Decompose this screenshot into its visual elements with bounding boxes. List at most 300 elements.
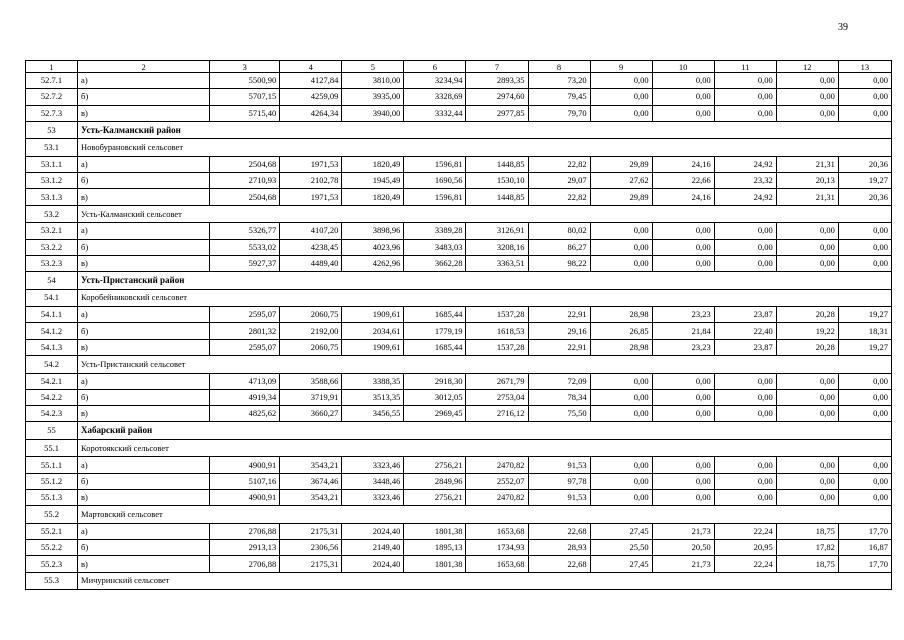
value-cell: 2175,31 [280,556,342,572]
value-cell: 1448,85 [466,189,528,205]
value-cell: 24,16 [652,156,714,172]
value-cell: 3543,21 [280,490,342,506]
value-cell: 1779,19 [404,323,466,339]
value-cell: 19,27 [838,307,891,323]
value-cell: 1685,44 [404,339,466,355]
value-cell: 1596,81 [404,189,466,205]
table-row [26,556,892,572]
value-cell: 22,82 [528,189,590,205]
row-option-label: б) [78,540,210,556]
value-cell: 1653,68 [466,523,528,539]
value-cell: 21,31 [776,156,838,172]
value-cell: 1820,49 [342,189,404,205]
column-number: 11 [714,61,776,73]
row-code: 55.1.3 [26,490,78,506]
value-cell: 2969,45 [404,406,466,422]
value-cell: 2060,75 [280,339,342,355]
value-cell: 3126,91 [466,223,528,239]
council-row [26,506,892,524]
value-cell: 79,70 [528,105,590,121]
value-cell: 22,82 [528,156,590,172]
table-row [26,323,892,339]
row-option-label: в) [78,189,210,205]
value-cell: 2175,31 [280,523,342,539]
value-cell: 3323,46 [342,490,404,506]
value-cell: 0,00 [652,89,714,105]
value-cell: 98,22 [528,255,590,271]
value-cell: 2306,56 [280,540,342,556]
value-cell: 4264,34 [280,105,342,121]
value-cell: 1895,13 [404,540,466,556]
value-cell: 73,20 [528,73,590,89]
value-cell: 1653,68 [466,556,528,572]
column-number: 5 [342,61,404,73]
value-cell: 0,00 [838,490,891,506]
value-cell: 2595,07 [210,307,280,323]
council-row [26,139,892,157]
value-cell: 72,09 [528,373,590,389]
value-cell: 0,00 [838,389,891,405]
table-row [26,523,892,539]
council-row [26,289,892,307]
row-option-label: а) [78,457,210,473]
value-cell: 29,89 [590,156,652,172]
row-option-label: а) [78,307,210,323]
value-cell: 25,50 [590,540,652,556]
value-cell: 86,27 [528,239,590,255]
value-cell: 24,92 [714,189,776,205]
value-cell: 3662,28 [404,255,466,271]
value-cell: 0,00 [652,73,714,89]
value-cell: 0,00 [838,406,891,422]
value-cell: 3388,35 [342,373,404,389]
value-cell: 0,00 [776,255,838,271]
row-code: 55.1.1 [26,457,78,473]
value-cell: 0,00 [590,223,652,239]
value-cell: 2671,79 [466,373,528,389]
value-cell: 3208,16 [466,239,528,255]
row-code: 54.1 [26,289,78,307]
table-row [26,223,892,239]
value-cell: 2470,82 [466,490,528,506]
value-cell: 1971,53 [280,156,342,172]
row-code: 52.7.2 [26,89,78,105]
value-cell: 3660,27 [280,406,342,422]
value-cell: 5533,02 [210,239,280,255]
row-code: 54.1.2 [26,323,78,339]
value-cell: 4107,20 [280,223,342,239]
value-cell: 22,40 [714,323,776,339]
council-name: Усть-Пристанский сельсовет [78,356,892,374]
value-cell: 3588,66 [280,373,342,389]
district-row [26,272,892,290]
value-cell: 2149,40 [342,540,404,556]
value-cell: 3328,69 [404,89,466,105]
value-cell: 21,84 [652,323,714,339]
value-cell: 0,00 [714,223,776,239]
value-cell: 0,00 [590,105,652,121]
value-cell: 22,91 [528,307,590,323]
value-cell: 3448,46 [342,473,404,489]
value-cell: 91,53 [528,490,590,506]
table-row [26,156,892,172]
table-body [26,73,892,590]
council-row [26,439,892,457]
value-cell: 5715,40 [210,105,280,121]
value-cell: 3719,91 [280,389,342,405]
table-row [26,339,892,355]
value-cell: 4489,40 [280,255,342,271]
value-cell: 0,00 [590,73,652,89]
value-cell: 27,45 [590,523,652,539]
column-number: 9 [590,61,652,73]
value-cell: 1685,44 [404,307,466,323]
value-cell: 0,00 [776,389,838,405]
value-cell: 29,16 [528,323,590,339]
row-code: 53 [26,121,78,139]
value-cell: 78,34 [528,389,590,405]
value-cell: 0,00 [838,105,891,121]
row-option-label: а) [78,223,210,239]
row-code: 55.1.2 [26,473,78,489]
value-cell: 0,00 [590,457,652,473]
value-cell: 4919,34 [210,389,280,405]
value-cell: 17,70 [838,523,891,539]
value-cell: 20,13 [776,173,838,189]
value-cell: 4900,91 [210,490,280,506]
value-cell: 0,00 [838,255,891,271]
value-cell: 0,00 [838,73,891,89]
value-cell: 0,00 [652,239,714,255]
value-cell: 18,31 [838,323,891,339]
district-row [26,422,892,440]
value-cell: 2034,61 [342,323,404,339]
value-cell: 3323,46 [342,457,404,473]
column-number: 4 [280,61,342,73]
value-cell: 2716,12 [466,406,528,422]
value-cell: 2552,07 [466,473,528,489]
value-cell: 18,75 [776,556,838,572]
value-cell: 20,28 [776,307,838,323]
row-code: 53.2.2 [26,239,78,255]
value-cell: 1909,61 [342,339,404,355]
value-cell: 2504,68 [210,156,280,172]
value-cell: 0,00 [652,389,714,405]
district-name: Усть-Калманский район [78,121,892,139]
value-cell: 28,98 [590,307,652,323]
value-cell: 4900,91 [210,457,280,473]
table-row [26,540,892,556]
value-cell: 3513,35 [342,389,404,405]
value-cell: 28,93 [528,540,590,556]
value-cell: 2913,13 [210,540,280,556]
value-cell: 2504,68 [210,189,280,205]
council-row [26,572,892,590]
row-code: 53.2.1 [26,223,78,239]
row-option-label: б) [78,389,210,405]
value-cell: 1530,10 [466,173,528,189]
value-cell: 28,98 [590,339,652,355]
value-cell: 18,75 [776,523,838,539]
value-cell: 2706,88 [210,556,280,572]
value-cell: 0,00 [838,89,891,105]
value-cell: 3935,00 [342,89,404,105]
value-cell: 0,00 [776,89,838,105]
value-cell: 2849,96 [404,473,466,489]
value-cell: 4259,09 [280,89,342,105]
column-number: 1 [26,61,78,73]
row-code: 55.2.2 [26,540,78,556]
council-row [26,205,892,223]
value-cell: 22,66 [652,173,714,189]
value-cell: 0,00 [714,89,776,105]
value-cell: 20,95 [714,540,776,556]
value-cell: 4262,96 [342,255,404,271]
value-cell: 29,89 [590,189,652,205]
value-cell: 0,00 [838,457,891,473]
value-cell: 0,00 [590,490,652,506]
value-cell: 21,73 [652,556,714,572]
value-cell: 80,02 [528,223,590,239]
value-cell: 2974,60 [466,89,528,105]
row-option-label: б) [78,173,210,189]
value-cell: 0,00 [714,457,776,473]
value-cell: 0,00 [590,89,652,105]
row-code: 55.3 [26,572,78,590]
value-cell: 1596,81 [404,156,466,172]
value-cell: 2024,40 [342,523,404,539]
value-cell: 0,00 [652,457,714,473]
value-cell: 0,00 [714,389,776,405]
value-cell: 1690,56 [404,173,466,189]
council-name: Коробейниковский сельсовет [78,289,892,307]
council-name: Новобурановский сельсовет [78,139,892,157]
value-cell: 3543,21 [280,457,342,473]
value-cell: 0,00 [590,406,652,422]
district-name: Усть-Пристанский район [78,272,892,290]
row-option-label: в) [78,105,210,121]
column-number: 2 [78,61,210,73]
table-row [26,173,892,189]
value-cell: 16,87 [838,540,891,556]
value-cell: 0,00 [652,406,714,422]
table-row [26,255,892,271]
value-cell: 23,23 [652,339,714,355]
value-cell: 5707,15 [210,89,280,105]
value-cell: 2102,78 [280,173,342,189]
row-code: 53.1.2 [26,173,78,189]
row-option-label: в) [78,406,210,422]
value-cell: 1971,53 [280,189,342,205]
value-cell: 17,82 [776,540,838,556]
value-cell: 0,00 [776,239,838,255]
value-cell: 1537,28 [466,339,528,355]
value-cell: 4127,84 [280,73,342,89]
value-cell: 3940,00 [342,105,404,121]
value-cell: 19,27 [838,173,891,189]
row-option-label: а) [78,156,210,172]
value-cell: 3898,96 [342,223,404,239]
value-cell: 3483,03 [404,239,466,255]
value-cell: 0,00 [590,239,652,255]
row-option-label: б) [78,89,210,105]
table-row [26,473,892,489]
value-cell: 2060,75 [280,307,342,323]
council-name: Коротоякский сельсовет [78,439,892,457]
row-code: 53.1.3 [26,189,78,205]
value-cell: 0,00 [652,473,714,489]
value-cell: 22,68 [528,556,590,572]
table-row [26,373,892,389]
value-cell: 0,00 [714,490,776,506]
value-cell: 0,00 [776,73,838,89]
value-cell: 22,68 [528,523,590,539]
value-cell: 2470,82 [466,457,528,473]
value-cell: 3389,28 [404,223,466,239]
value-cell: 0,00 [652,490,714,506]
row-code: 54.2 [26,356,78,374]
value-cell: 19,22 [776,323,838,339]
value-cell: 5107,16 [210,473,280,489]
table-row [26,239,892,255]
value-cell: 0,00 [838,223,891,239]
value-cell: 0,00 [776,223,838,239]
column-number: 13 [838,61,891,73]
row-option-label: в) [78,255,210,271]
value-cell: 22,24 [714,556,776,572]
value-cell: 0,00 [714,373,776,389]
row-code: 53.2 [26,205,78,223]
district-name: Хабарский район [78,422,892,440]
value-cell: 0,00 [714,473,776,489]
table-row [26,406,892,422]
value-cell: 0,00 [714,255,776,271]
value-cell: 0,00 [652,373,714,389]
column-number: 10 [652,61,714,73]
value-cell: 26,85 [590,323,652,339]
value-cell: 2706,88 [210,523,280,539]
table-row [26,389,892,405]
value-cell: 21,73 [652,523,714,539]
value-cell: 0,00 [838,239,891,255]
value-cell: 4238,45 [280,239,342,255]
value-cell: 2893,35 [466,73,528,89]
table-row [26,457,892,473]
value-cell: 3456,55 [342,406,404,422]
value-cell: 97,78 [528,473,590,489]
value-cell: 22,24 [714,523,776,539]
value-cell: 3674,46 [280,473,342,489]
value-cell: 4825,62 [210,406,280,422]
council-name: Мичуринский сельсовет [78,572,892,590]
council-row [26,356,892,374]
value-cell: 75,50 [528,406,590,422]
value-cell: 0,00 [776,473,838,489]
row-code: 52.7.1 [26,73,78,89]
district-row [26,121,892,139]
value-cell: 23,32 [714,173,776,189]
row-option-label: б) [78,323,210,339]
value-cell: 4023,96 [342,239,404,255]
table-row [26,105,892,121]
value-cell: 5927,37 [210,255,280,271]
value-cell: 91,53 [528,457,590,473]
row-option-label: в) [78,339,210,355]
row-option-label: а) [78,523,210,539]
value-cell: 2918,30 [404,373,466,389]
page-number: 39 [838,22,848,33]
value-cell: 1945,49 [342,173,404,189]
value-cell: 3012,05 [404,389,466,405]
row-code: 54.1.3 [26,339,78,355]
value-cell: 17,70 [838,556,891,572]
value-cell: 24,16 [652,189,714,205]
value-cell: 2710,93 [210,173,280,189]
column-number: 7 [466,61,528,73]
table-row [26,89,892,105]
value-cell: 3332,44 [404,105,466,121]
table-row [26,73,892,89]
row-code: 53.1.1 [26,156,78,172]
value-cell: 27,45 [590,556,652,572]
row-code: 54 [26,272,78,290]
row-code: 53.2.3 [26,255,78,271]
value-cell: 20,36 [838,189,891,205]
value-cell: 29,07 [528,173,590,189]
value-cell: 20,36 [838,156,891,172]
value-cell: 2801,32 [210,323,280,339]
value-cell: 5500,90 [210,73,280,89]
value-cell: 20,28 [776,339,838,355]
value-cell: 0,00 [714,239,776,255]
value-cell: 4713,09 [210,373,280,389]
value-cell: 0,00 [776,490,838,506]
value-cell: 27,62 [590,173,652,189]
value-cell: 1801,38 [404,523,466,539]
table-row [26,189,892,205]
row-code: 55.2 [26,506,78,524]
value-cell: 2192,00 [280,323,342,339]
council-name: Усть-Калманский сельсовет [78,205,892,223]
table-row [26,490,892,506]
value-cell: 22,91 [528,339,590,355]
row-code: 55.2.1 [26,523,78,539]
value-cell: 24,92 [714,156,776,172]
row-code: 55.2.3 [26,556,78,572]
value-cell: 0,00 [714,406,776,422]
row-code: 54.2.3 [26,406,78,422]
value-cell: 2595,07 [210,339,280,355]
value-cell: 20,50 [652,540,714,556]
value-cell: 0,00 [652,223,714,239]
value-cell: 23,87 [714,339,776,355]
value-cell: 0,00 [776,105,838,121]
council-name: Мартовский сельсовет [78,506,892,524]
row-code: 52.7.3 [26,105,78,121]
value-cell: 0,00 [776,457,838,473]
value-cell: 0,00 [776,406,838,422]
value-cell: 3363,51 [466,255,528,271]
value-cell: 0,00 [590,389,652,405]
value-cell: 0,00 [652,255,714,271]
row-code: 53.1 [26,139,78,157]
row-option-label: б) [78,473,210,489]
row-option-label: в) [78,556,210,572]
value-cell: 2977,85 [466,105,528,121]
row-option-label: а) [78,373,210,389]
row-option-label: а) [78,73,210,89]
column-number: 8 [528,61,590,73]
